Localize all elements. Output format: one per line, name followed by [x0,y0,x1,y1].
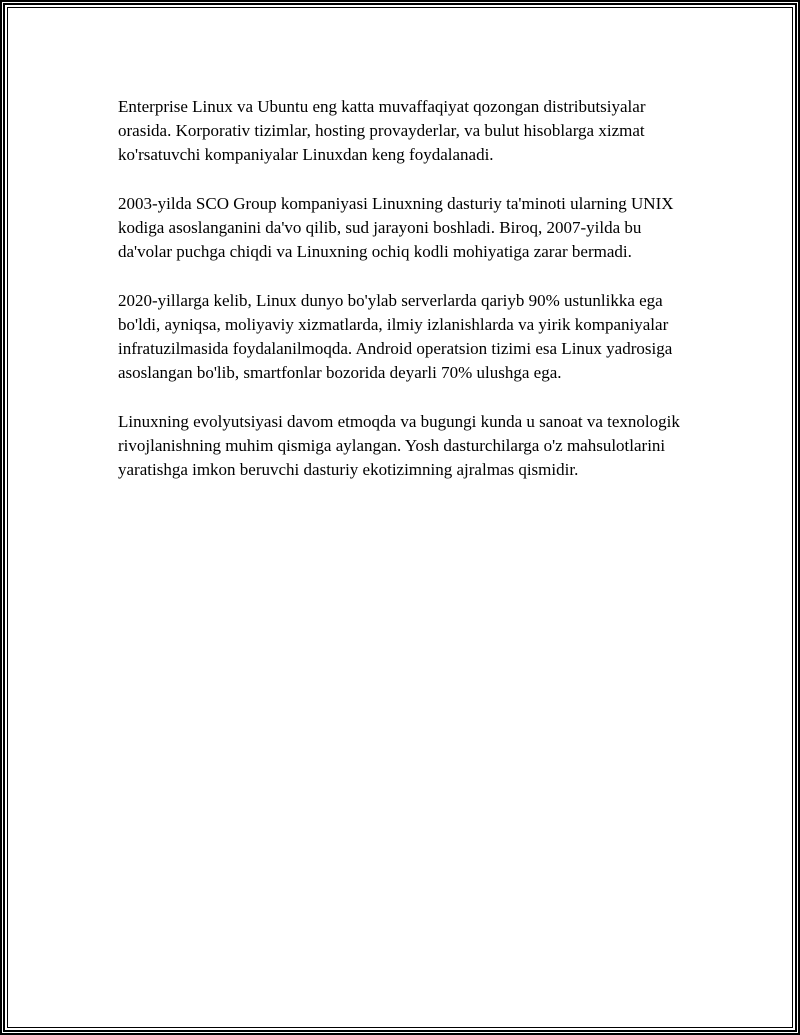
paragraph-evolution: Linuxning evolyutsiyasi davom etmoqda va bugungi kunda u sanoat va texnologik rivojlanishning muhim qismiga aylangan. Yosh dasturchilarga o'z mahsulotlarini yaratishga imkon beruvchi dasturiy ekotizimning ajralmas qismidir. [118,411,680,479]
document-body [118,95,698,506]
paragraph-sco-lawsuit: 2003-yilda SCO Group kompaniyasi Linuxning dasturiy ta'minoti ularning UNIX kodiga asoslanganini da'vo qilib, sud jarayoni boshladi. Biroq, 2007-yilda bu da'volar puchga chiqdi va Linuxning ochiq kodli mohiyatiga zarar bermadi. [118,193,674,262]
paragraph-enterprise-linux: Enterprise Linux va Ubuntu eng katta muvaffaqiyat qozongan distributsiyalar orasida. Korporativ tizimlar, hosting provayderlar, va bulut hisoblarga xizmat ko'rsatuvchi kompaniyalar Linuxdan keng foydalanadi. [118,97,646,165]
paragraph-server-share: 2020-yillarga kelib, Linux dunyo bo'ylab serverlarda qariyb 90% ustunlikka ega bo'ldi, ayniqsa, moliyaviy xizmatlarda, ilmiy izlanishlarda va yirik kompaniyalar infratuzilmasida foydalanilmoqda. Android operatsion tizimi esa Linux yadrosiga asoslangan bo'lib, smartfonlar bozorida deyarli 70% ulushga ega. [118,290,673,383]
